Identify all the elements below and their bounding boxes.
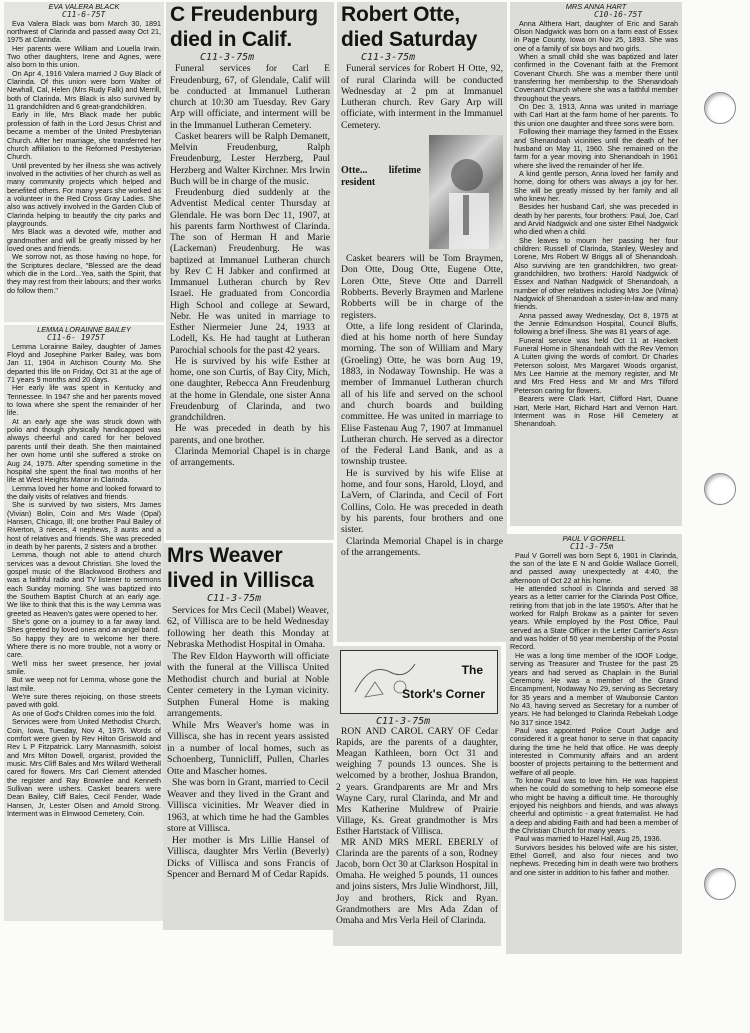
obituary-eva-black: [4, 2, 164, 322]
paragraph: Her mother is Mrs Lillie Hansel of Villisca, daughter Mrs Verlin (Beverly) Dicks of Villisca and sons Francis of Spencer and Bernard M of Cedar Rapids.: [167, 834, 329, 880]
paragraph: Early in life, Mrs Black made her public profession of faith in the Lord Jesus Christ and became a member of the United Presbyterian Church. After her marriage, she transferred her church affiliation to the Reformed Presbyterian Church.: [7, 110, 161, 162]
paragraph: He is survived by his wife Esther at home, one son Curtis, of Bay City, Mich, one daughter, Rebecca Ann Freudenburg at the home in Glendale, one sister Anna Freudenburg of Clarinda, and two grandchildren.: [170, 355, 330, 423]
portrait-photo: [429, 135, 503, 249]
handwritten-date: C11-3-75m: [200, 52, 255, 63]
handwritten-date: C11-3-75m: [376, 716, 431, 727]
paragraph: A kind gentle person, Anna loved her family and home, doing for others was always a joy for her. She will be greatly missed by her family and all who knew her.: [514, 168, 678, 203]
paragraph: Besides her husband Carl, she was preceded in death by her parents, four brothers: Paul, Joe, Carl and Arvid Nadgwick and one sister Ethel Nadgwick who died when a child.: [514, 202, 678, 237]
headline: C Freudenburg died in Calif.: [170, 3, 318, 51]
handwritten-date: C11-3-75m: [361, 52, 416, 63]
obituary-name: EVA VALERA BLACK: [48, 2, 120, 11]
paragraph: She leaves to mourn her passing her four children: Russell of Clarinda, Stanley, Wesley and Lorene, Mrs Robert W Briggs all of Shenandoah. Also surviving are ten grandchildren, two great-grandchildren, two brothers: Harold Nadgwick of Essex and Nathan Nadgwick of Shenandoah, a number of other relatives including Mrs Joe (Vilma) Nadgwick of Shenandoah a sister-in-law and many friends.: [514, 235, 678, 312]
paragraph: Otte, a life long resident of Clarinda, died at his home north of here Sunday morning. The son of William and Mary (Groeling) Otte, he was born Aug 19, 1883, in Nodaway Township. He was a member of Immanuel Lutheran church all of his life and served on the school and church boards and building committee. He was united in marriage to Elise Fastenau Aug 7, 1907 at Immanuel Lutheran church. He served as a director of the Federal Land Bank, and as a township trustee.: [341, 320, 503, 468]
paragraph: She was born in Grant, married to Cecil Weaver and they lived in the Grant and Villisca vicinities. Mr Weaver died in 1963, at which time he had the Gambles store at Villisca.: [167, 777, 329, 834]
handwritten-date: C11-6- 1975T: [47, 333, 105, 343]
paragraph: To know Paul was to love him. He was happiest when he could do something to help someone else who might be having a difficult time. He thoroughly enjoyed his neighbors and friends, and was always cheerful and optimistic - a great fraternalist. He had a deep and abiding Faith and had been a member of the Christian Church for many years.: [510, 775, 678, 836]
headline: Mrs Weaver lived in Villisca: [167, 544, 314, 592]
paragraph: When a small child she was baptized and later confirmed in the Covenant faith at the Fremont Covenant Church. She was a member there until transferring her membership to the Shenandoah Covenant Church where she was a faithful member throughout the years.: [514, 52, 678, 103]
poem-line: So happy they are to welcome her there. Where there is no more trouble, not a worry or care.: [7, 633, 161, 660]
paragraph: Casket bearers will be Ralph Demanett, Melvin Freudenburg, Ralph Freudenburg, Lester Herzberg, Paul Herzberg and Walter Kirchner. Mrs Irwin Buch will be in charge of the music.: [170, 130, 330, 187]
paragraph: Lemma Lorainne Bailey, daughter of James Floyd and Josephine Parker Bailey, was born Jan 11, 1904 in Atchison County Mo. She departed this life on Friday, Oct 31 at the age of 71 years 9 months and 20 days.: [7, 341, 161, 385]
paragraph: While Mrs Weaver's home was in Villisca, she has in recent years assisted in a number of local homes, such as Schoenberg, Tunnicliff, Pullen, Charles Otte and Mascher homes.: [167, 719, 329, 777]
paragraph: Bearers were Clark Hart, Clifford Hart, Duane Hart, Merle Hart, Richard Hart and Vernon Hart. Interment was in Rose Hill Cemetery at Shenandoah.: [514, 394, 678, 429]
poem-line: We're sure theres rejoicing, on those streets paved with gold.: [7, 692, 161, 710]
paragraph: Casket bearers will be Tom Braymen, Don Otte, Doug Otte, Eugene Otte, Loren Otte, Steve Otte and Darrell Robberts. Beverly Braymen and Marlene Robberts will be in charge of the registers.: [341, 253, 503, 321]
paragraph: Anna passed away Wednesday, Oct 8, 1975 at the Jennie Edmundson Hospital, Council Bluffs, following a brief illness. She was 81 years of age.: [514, 310, 678, 337]
storks-corner-banner: [340, 650, 498, 714]
paragraph: Services for Mrs Cecil (Mabel) Weaver, 62, of Villisca are to be held Wednesday following her death this Monday at Nebraska Methodist Hospital in Omaha.: [167, 604, 329, 650]
stork-icon: [345, 652, 425, 712]
paragraph: Following their marriage they farmed in the Essex and Shenandoah vicinities until the death of her husband on May 11, 1960. She remained on the farm for a year moving into Shenandoah in 1961 where she lived the remainder of her life.: [514, 127, 678, 170]
paragraph: Funeral service was held Oct 11 at Hackett Funeral Home in Shenandoah with the Rev Vernon A Luiten giving the words of comfort. Dr Charles Peterson soloist, Mrs Margaret Woods organist, Mrs Lee Hamrie at the memory register, and Mr and Mrs Fred Hess and Mr and Mrs Tilford Peterson caring for flowers.: [514, 335, 678, 395]
paragraph: Funeral services for Carl E Freudenburg, 67, of Glendale, Calif will be conducted at Immanuel Lutheran church at 10:30 am Tuesday. Rev Gary Arp will officiate, and interment will be in the Immanuel Lutheran Cemetery.: [170, 63, 330, 131]
paragraph: Paul was married to Hazel Hall, Aug 25, 1936.: [515, 834, 662, 844]
paragraph: He is survived by his wife Elise at home, and four sons, Harold, Lloyd, and LaVern, of Clarinda, and Cecil of Fort Collins, Colo. He was preceded in death by his parents, four brothers and one sister.: [341, 467, 503, 536]
poem-line: She's gone on a journey to a far away land. Shes greeted by loved ones and an angel band.: [7, 617, 161, 635]
paragraph: Eva Valera Black was born March 30, 1891 northwest of Clarinda and passed away Oct 21, 1975 at Clarinda.: [7, 18, 161, 45]
obituary-weaver: [163, 543, 333, 930]
paragraph: Anna Althera Hart, daughter of Eric and Sarah Olson Nadgwick was born on a farm east of Essex in Page County, Iowa on Nov 25, 1893. She was one of a family of six boys and two girls.: [514, 18, 678, 53]
paragraph: We sorrow not, as those having no hope, for the Scriptures declare, "Blessed are the dead which die in the Lord...Yea, saith the Spirit, that they may rest from their labours; and their works do follow them.": [7, 252, 161, 295]
paragraph: Freudenburg died suddenly at the Adventist Medical center Thursday at Glendale. He was born Dec 11, 1907, at his parents farm Northwest of Clarinda. The son of Herman H and Marie (Lackeman) Freudenburg. He was baptized at Immanuel Lutheran church by Rev C H Jabker and confirmed at Immanuel Lutheran church by Rev Israel. He graduated from Concordia High School and college at Seward, Nebr. He was united in marriage to Esther Niermeier June 24, 1933 at Lodell, Ks. He had taught at Lutheran Parochial schools for the past 42 years.: [170, 187, 330, 356]
handwritten-date: C10-16-75T: [594, 10, 643, 20]
paragraph: Survivors besides his beloved wife are his sister, Ethel Gorrell, and also four nieces and two nephews. Preceding him in death were two brothers and one sister in addition to his father and mother.: [510, 842, 678, 877]
paragraph: Clarinda Memorial Chapel is in charge of the arrangements.: [341, 535, 503, 558]
paragraph: Lemma loved her home and looked forward to the daily visits of relatives and friends.: [7, 483, 161, 501]
birth-announcement: RON AND CAROL CARY OF Cedar Rapids, are the parents of a daughter, Meagan Kathleen, born Oct 31 and weighing 7 pounds 13 ounces. She is welcomed by a brother, Joshua Brandon, 2 years. Grandparents are Mr and Mrs Wayne Cary, rural Clarinda, and Mr and Mrs Katherine Muldrew of Prairie Village, Ks. Great grandmother is Mrs Esther Hartstack of Villisca.: [336, 727, 498, 837]
paragraph: The Rev Eldon Hayworth will officiate with the funeral at the Villisca United Methodist church and burial at Noble Center cemetery in the Lyman vicinity. Sutphen Funeral Home is making arrangements.: [167, 650, 329, 719]
paragraph: Paul was appointed Police Court Judge and considered it a great honor to serve in that capacity during the time he held that office. He was deeply interested in Community affairs and an ardent booster of projects pertaining to the betterment and welfare of all people.: [510, 725, 678, 777]
paragraph: Until prevented by her illness she was actively involved in the activities of her church as well as many community projects which helped and benefited others. For many years she worked as a volunteer in the Red Cross Gray Ladies. She also was actively involved in the Garden Club of Clarinda helping to beautify the city parks and playgrounds.: [7, 160, 161, 228]
obituary-otte: [337, 2, 507, 642]
handwritten-date: C11-6-75T: [62, 10, 106, 20]
birth-announcement: MR AND MRS MERL EBERLY of Clarinda are the parents of a son, Rodney Jacob, born Oct 30 at Clarkson Hospital in Omaha. He weighed 5 pounds, 11 ounces and joins sisters, Mrs Julie Windhorst, Jill, Joy and brothers, Rick and Ryan. Grandmothers are Mrs Ada Zdan of Omaha and Mrs Verla Heil of Clarinda.: [336, 838, 499, 926]
paragraph: Lemma, though not able to attend church services was a devout Christian. She loved the gospel music of the Blackwood Brothers and was a faithful radio and TV listener to sermons each Sunday morning. She was baptized into the Southern Baptist Church at an early age. We like to think that this is the way Lemma was greeted as Heaven's gates were opened to her.: [7, 550, 161, 618]
paragraph: Her early life was spent in Kentucky and Tennessee. In 1947 she and her parents moved to Iowa where she spent the remainder of her life.: [7, 383, 161, 418]
paragraph: Clarinda Memorial Chapel is in charge of arrangements.: [170, 445, 330, 468]
paragraph: Mrs Black was a devoted wife, mother and grandmother and will be greatly missed by her loved ones and friends.: [7, 227, 161, 253]
paragraph: He attended school in Clarinda and served 38 years as a letter carrier for the Clarinda Post Office, retiring from that job in the late 1950's. After that he worked for Ralph Brokaw as a painter for seven years. While employed by the Post Office, Paul served as a State Officer in the Letter Carrier's Assn and was holder of 50 year membership of the Postal Record.: [510, 584, 678, 652]
obituary-paul-gorrell: [506, 534, 682, 954]
poem-line: But we weep not for Lemma, whose gone the last mile.: [7, 675, 161, 693]
obituary-name: MRS ANNA HART: [565, 2, 627, 11]
handwritten-date: C11-3-75m: [207, 593, 262, 604]
paragraph: Paul V Gorrell was born Sept 6, 1901 in Clarinda, the son of the late E N and Goldie Wallace Gorrell, and passed away unexpectedly at 4:40, the afternoon of Oct 22 at his home.: [510, 550, 678, 585]
paragraph: Funeral services for Robert H Otte, 92, of rural Clarinda will be conducted Wednesday at 2 pm at Immanuel Lutheran church. Rev Gary Arp will officiate, with interment in the Immanuel Cemetery.: [341, 63, 503, 131]
obituary-name: PAUL V GORRELL: [562, 534, 626, 543]
paragraph: At an early age she was struck down with polio and though physically handicapped was always cheerful and cared for her beloved parents until their death. She then maintained her own home until she suffered a stroke on Aug 24, 1975. After spending sometime in the hospital she spent the final two months of her life at West Heights Manor in Clarinda.: [7, 416, 161, 485]
handwritten-date: C11-3-75m: [570, 542, 614, 552]
paragraph: Her parents were William and Louella Irwin. Two other daughters, Irene and Agnes, were also born to this union.: [7, 43, 161, 70]
headline: Robert Otte, died Saturday: [341, 3, 478, 51]
storks-corner-title: Stork's Corner: [402, 687, 485, 701]
obituary-anna-hart: [510, 2, 682, 526]
paragraph: Services were from United Methodist Church, Coin, Iowa, Tuesday, Nov 4, 1975. Words of comfort were given by Rev Hilton Griswold and Rev L P Fitzpatrick. Larry Mannasmith, soloist and Mrs Milton Dowell, organist, provided the music. Mrs Cliff Bales and Mrs Willard Wetherall cared for flowers. Mrs Carl Clement attended the register and Ray Brownlee and Kenneth Sullivan were ushers. Casket bearers were Dean Bailey, Cliff Bales, Cecil Fender, Wade Hansen, Jr, Lester Olsen and Arnold Strong. Interment was in Elmwood Cemetery, Coin.: [7, 717, 161, 818]
paragraph: She is survived by two sisters, Mrs James (Vivian) Bolin, Coin and Mrs Wade (Opal) Hansen, Chicago, Ill; one brother Paul Bailey of Riverton, 3 nieces, 4 nephews, 3 aunts and a host of relatives and friends. She was preceded in death by her parents, 2 sisters and a brother.: [7, 500, 161, 551]
poem-line: As one of God's Children comes into the fold.: [12, 708, 157, 718]
storks-corner-title-the: The: [461, 663, 483, 677]
binder-hole-top: [704, 92, 736, 124]
paragraph: On Apr 4, 1916 Valera married J Guy Black of Clarinda. Of this union were born Walter of Newhall, Cal, Helen (Mrs Rudy Falk) and Merrill, both of Clarinda. Mrs Black is also survived by 11 grandchildren and 6 great-grandchildren.: [7, 68, 161, 112]
paragraph: On Dec 3, 1913, Anna was united in marriage with Carl Hart at the farm home of her parents. To this union one daughter and three sons were born.: [514, 102, 678, 128]
portrait-icon: [429, 135, 503, 249]
obituary-lemma-bailey: [4, 325, 164, 921]
storks-corner: [333, 646, 501, 946]
paragraph: He was a long time member of the IOOF Lodge, serving as Treasurer and Trustee for the past 25 years and had served as Chaplain in the Burial Ceremony. He was a member of the Grand Encampment, Nodaway No 29, serving as Secretary for 35 years and a member of Waubonsie Canton No 43, having served as Secretary for a number of years. He had belonged to Clarinda Rebekah Lodge No 317 since 1942.: [510, 650, 678, 727]
paragraph: He was preceded in death by his parents, and one brother.: [170, 423, 330, 446]
obituary-freudenburg: [166, 2, 334, 540]
obituary-name: LEMMA LORAINNE BAILEY: [37, 325, 131, 334]
photo-caption: Otte... lifetime resident: [341, 165, 421, 188]
binder-hole-middle: [704, 473, 736, 505]
binder-hole-bottom: [704, 868, 736, 900]
poem-line: We'll miss her sweet presence, her jovial smile.: [7, 658, 161, 677]
